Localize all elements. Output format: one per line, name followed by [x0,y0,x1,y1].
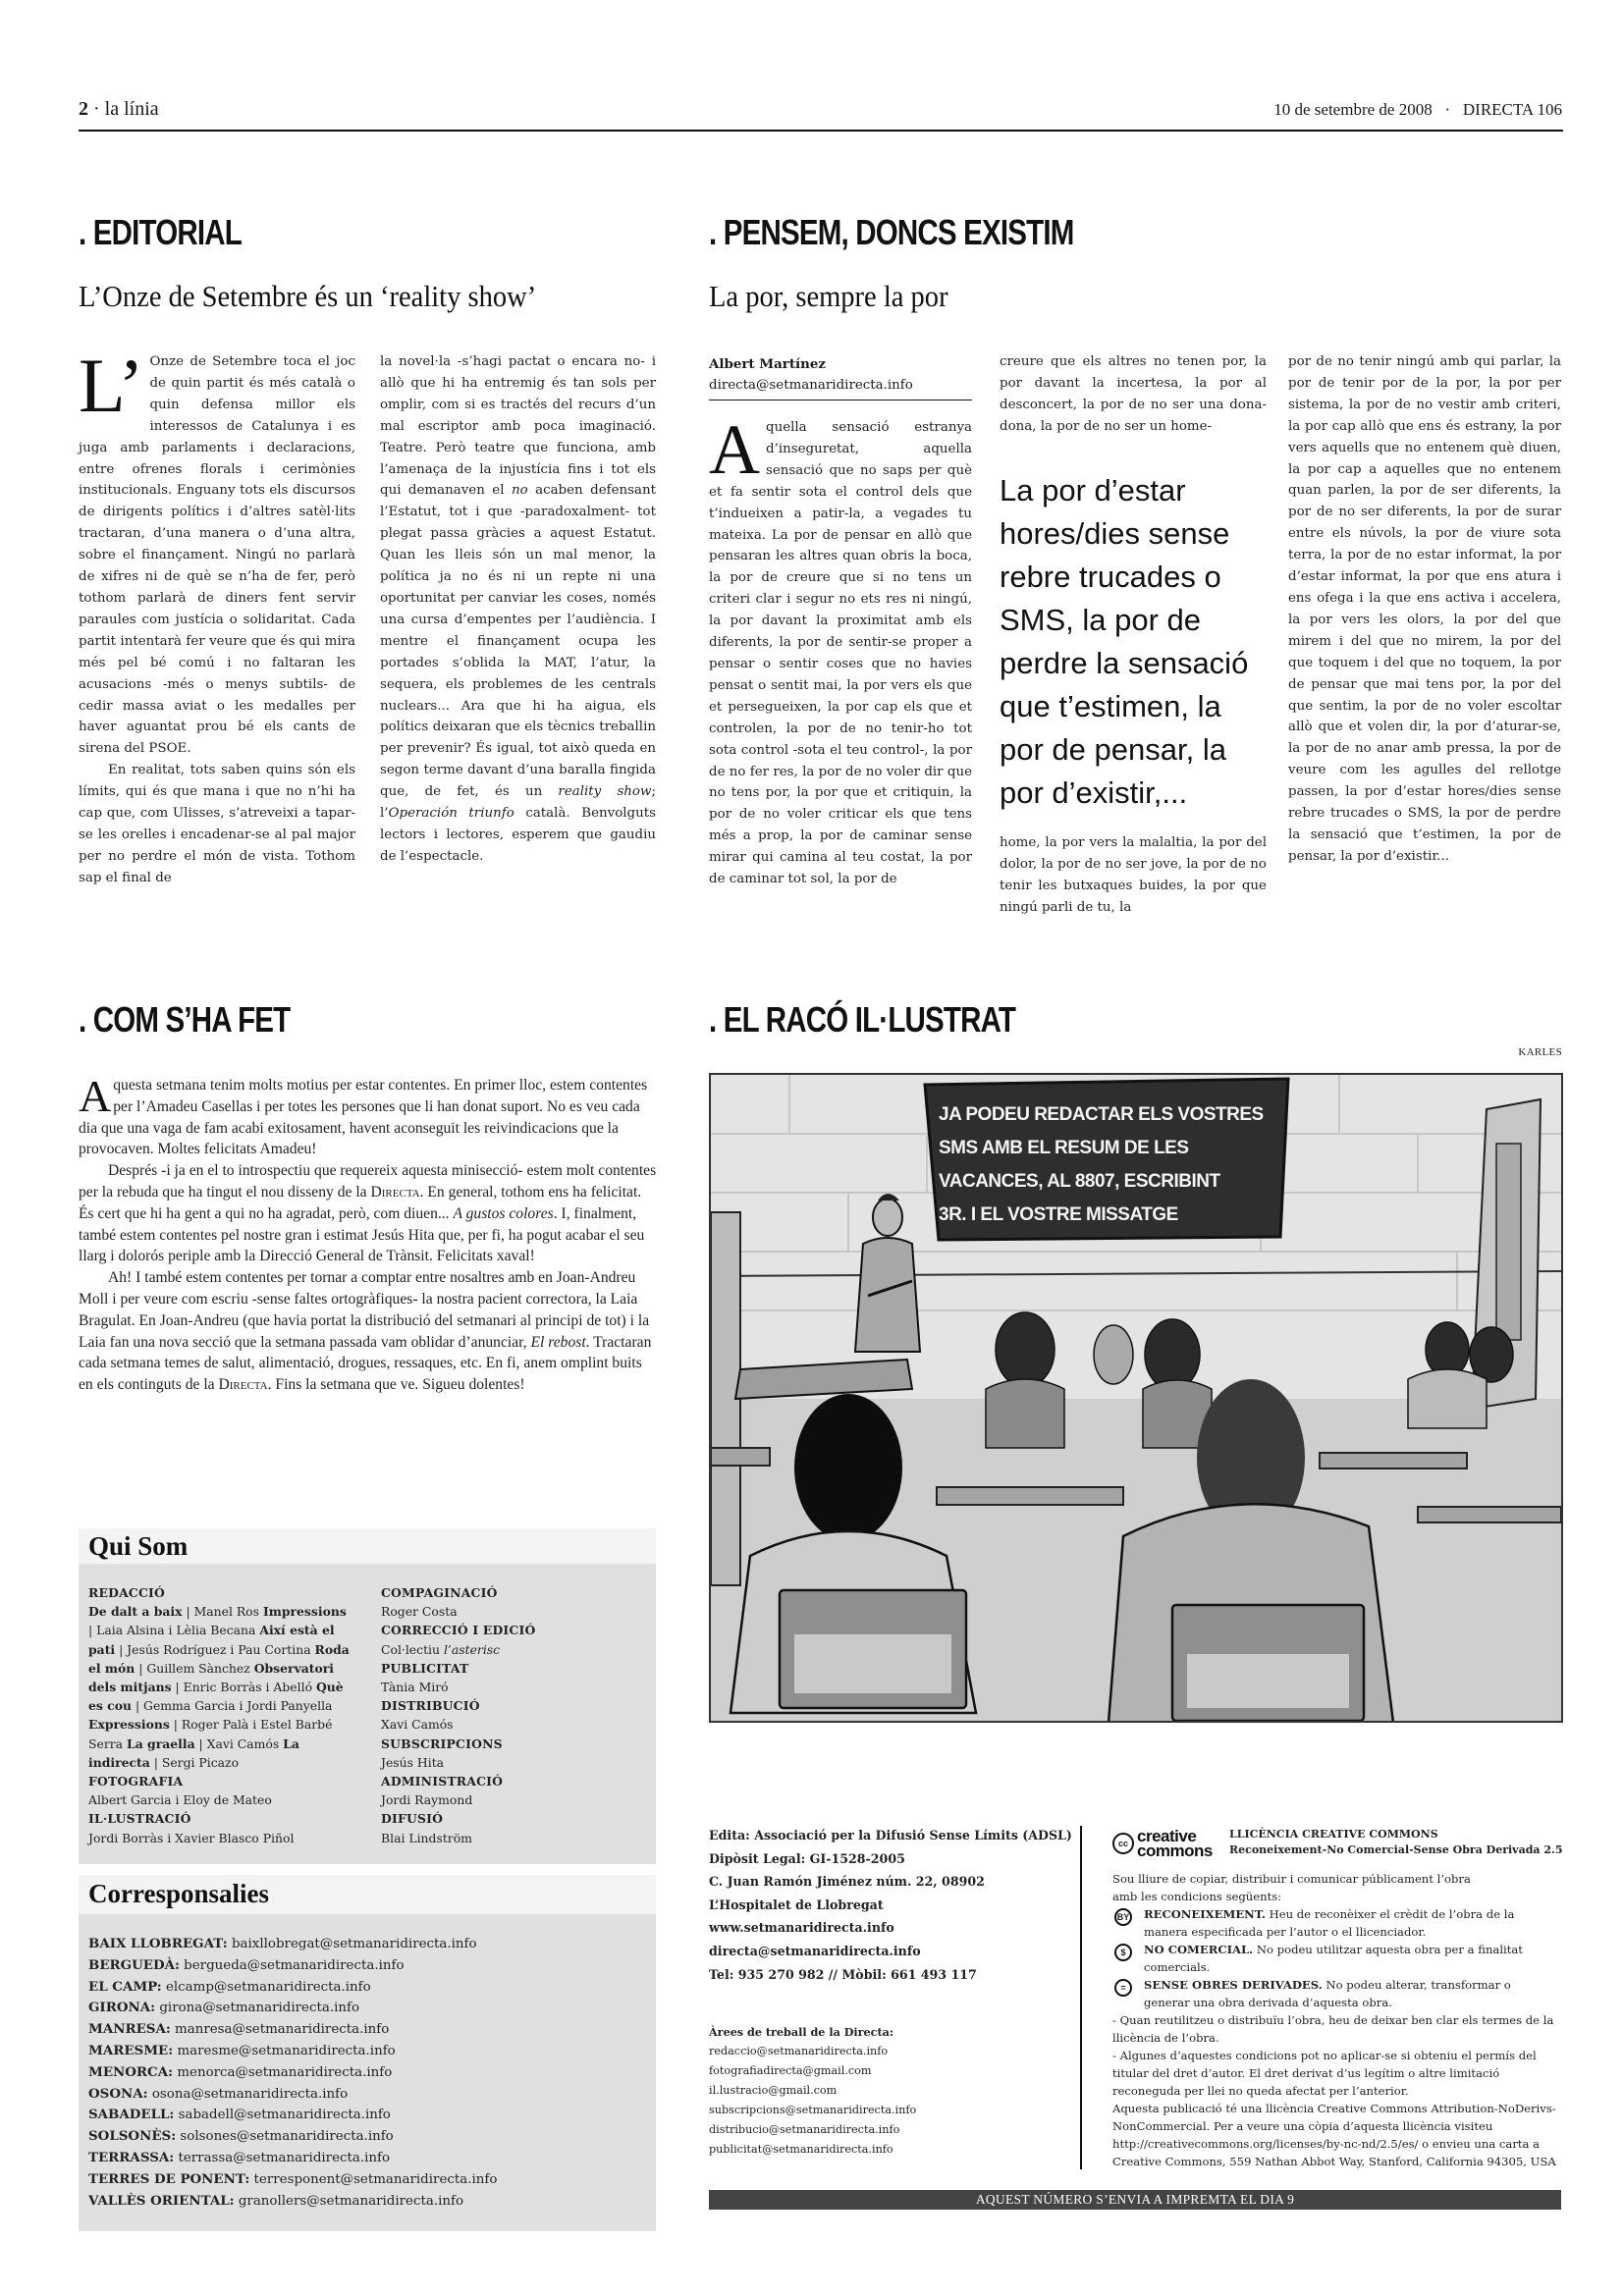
comshafet-text: . I, finalment, també estem contentes pel nostre gran i estimat Jesús Hita que, per fi, ha pogut acabar el seu llarg i dolorós periple amb la Direcció General de Trànsit. Felicitats xaval! [79,1204,645,1265]
staff-names: Jordi Raymond [381,1792,473,1808]
noncommercial-icon: $ [1114,1944,1132,1961]
correspondent-email[interactable]: baixllobregat@setmanaridirecta.info [227,1937,477,1951]
correspondent-region: MENORCA: [88,2063,174,2080]
correspondent-email[interactable]: elcamp@setmanaridirecta.info [161,1979,371,1995]
work-area-email[interactable]: subscripcions@setmanaridirecta.info [709,2104,917,2116]
publisher-line: Edita: Associació per la Difusió Sense Límits (ADSL) [709,1828,1072,1842]
license-note: - Quan reutilitzeu o distribuïu l’obra, heu de deixar ben clar els termes de la llicència de l’obra. [1112,2013,1554,2045]
pullquote: La por d’estar hores/dies sense rebre trucades o SMS, la por de perdre la sensació que t’estimen, la por de pensar, la por d’existir,... [1000,473,1249,810]
staff-role-heading: SUBSCRIPCIONS [381,1735,503,1751]
comshafet-emphasis: A gustos colores [453,1204,554,1222]
license-condition-description: Heu de reconèixer el crèdit de l’obra de la manera especificada per l’autor o el llicenciador. [1144,1907,1515,1939]
staff-text: Col·lectiu [381,1641,444,1657]
issue-date: 10 de setembre de 2008 [1273,100,1433,119]
license-condition-text [1144,1941,1537,1976]
byline [709,354,972,396]
corresponsalies-list [88,1934,648,2212]
comshafet-body [79,1071,658,1396]
editorial-text: català. Benvolguts lectors i lectores, esperem que gaudiu de l’espectacle. [380,806,656,864]
work-areas-list [709,2042,1072,2160]
staff-text: | Xavi Camós [194,1735,284,1751]
correspondent-email[interactable]: terrassa@setmanaridirecta.info [174,2150,391,2165]
license-body [1112,1870,1564,2170]
staff-role-heading: REDACCIÓ [88,1585,166,1600]
editorial-text: la novel·la -s’hagi pactat o encara no- i allò que hi ha entremig és tan sols per omplir, com si es tractés del recurs d’un mal escriptor amb poca imaginació. Teatre. Però teatre que funciona, amb l’amenaça de la injustícia fins i tot els qui demanaven el [380,354,656,499]
license-conditions [1112,1905,1564,2011]
correspondent-region: EL CAMP: [88,1978,162,1995]
publisher-info [709,1824,1072,1986]
print-date-banner: AQUEST NÚMERO S’ENVIA A IMPREMTA EL DIA 9 [709,2190,1561,2210]
correspondent-email[interactable]: solsones@setmanaridirecta.info [176,2129,394,2145]
cc-logo [1112,1826,1220,1861]
publication-name: Directa [218,1376,268,1394]
comshafet-text: . Fins la setmana que ve. Sigueu dolentes! [267,1376,525,1394]
staff-names: Jesús Hita [381,1754,445,1770]
quisom-title: Qui Som [88,1531,189,1561]
corresponsalies-title-bar [79,1875,656,1914]
correspondent-region: TERRASSA: [88,2149,175,2165]
publisher-line: Tel: 935 270 982 // Mòbil: 661 493 117 [709,1966,977,1982]
staff-names: Blai Lindström [381,1830,472,1845]
correspondent-email[interactable]: maresme@setmanaridirecta.info [173,2043,396,2058]
pensem-column-2-bottom: home, la por vers la malaltia, la por del dolor, la por de no ser jove, la por de no tenir les butxaques buides, la por que ningú parli de tu, la [1000,835,1267,915]
staff-section-name: Així està el pati [88,1623,335,1657]
editorial-column-1 [79,343,355,889]
cc-logo-line: commons [1137,1842,1213,1860]
cc-logo-line: creative [1137,1827,1197,1845]
correspondent-email[interactable]: osona@setmanaridirecta.info [147,2086,349,2102]
pensem-text: quella sensació estranya d’inseguretat, aquella sensació que no saps per què et fa sentir sota el control dels que t’indueixen a patir-la, a vegades tu mateixa. La por de pensar en allò que pensaran les altres quan obris la boca, la por de creure que si no tens un criteri clar i segur no ets res ni ningú, la por davant la proximitat amb els diferents, la por de sentir-se proper a pensar o sentir coses que no havies pensat o sentit mai, la por vers els que et persegueixen, la por cap els que et controlen, la por de no tenir-ho tot sota control -sota el teu control-, la por de no fer res, la por de no voler dir que no tens por, la por que et critiquin, la por de no voler criticar els que tens més a prop, la por de caminar sense mirar qui camina al teu costat, la por de caminar tot sol, la por de [709,420,972,887]
correspondent-email[interactable]: bergueda@setmanaridirecta.info [179,1957,405,1973]
correspondent-email[interactable]: manresa@setmanaridirecta.info [170,2022,390,2038]
pensem-column-3: por de no tenir ningú amb qui parlar, la por de tenir por de la por, la por per sistema, la por de no vestir amb criteri, la por cap allò que ens és estrany, la por vers aquells que no entenem què diuen, la por cap a aquelles que no entenem quan parlen, la por de ser diferents, la por de no ser diferents, la por de surar entre els núvols, la por de viure sota terra, la por de no estar informat, la por d’estar informat, la por que ens atura i ens ofega i la que ens activa i accelera, la por vers les olors, la por del que mirem i del que no mirem, la por del que toquem i del que no toquem, la por de pensar que mai tens por, la por del que sentim, la por de no voler escoltar allò que et volen dir, la por d’aturar-se, la por de no anar amb pressa, la por de veure com les agulles del rellotge passen, la por d’estar hores/dies sense rebre trucades o SMS, la por de perdre la sensació que t’estimen, la por de pensar, la por d’existir... [1288,354,1561,864]
staff-role-heading: DIFUSIÓ [381,1811,444,1827]
staff-text: | Manel Ros [182,1604,263,1620]
blackboard-line: SMS AMB EL RESUM DE LES [939,1138,1189,1158]
staff-role-heading: COMPAGINACIÓ [381,1585,498,1600]
correspondent-item [88,1977,648,1999]
correspondent-item [88,2191,648,2213]
staff-section-name: Observatori dels mitjans [88,1660,335,1695]
staff-section-name: La graella [127,1735,195,1751]
work-area-email[interactable]: redaccio@setmanaridirecta.info [709,2045,889,2057]
author-email[interactable]: directa@setmanaridirecta.info [709,378,913,393]
correspondent-region: MANRESA: [88,2021,171,2038]
staff-role-heading: PUBLICITAT [381,1660,469,1676]
work-areas [709,2022,1072,2160]
license-condition-label: RECONEIXEMENT. [1144,1907,1266,1921]
cartoon-credit: KARLES [1518,1046,1562,1058]
correspondent-item [88,2126,648,2148]
correspondent-item [88,1934,648,1955]
staff-column-right [381,1583,646,1847]
correspondent-region: TERRES DE PONENT: [88,2170,250,2187]
staff-role-heading: ADMINISTRACIÓ [381,1774,504,1789]
correspondent-region: MARESME: [88,2042,174,2058]
comshafet-text: . Tractaran cada setmana temes de salut, alimentació, drogues, ressaques, etc. En fi, anem omplint buits en els continguts de la [79,1333,652,1394]
license-condition-description: No podeu alterar, transformar o generar una obra derivada d’aquesta obra. [1144,1978,1511,2009]
header-rule [79,130,1563,132]
correspondent-item [88,2019,648,2041]
correspondent-item [88,2084,648,2106]
comshafet-text: Ah! I també estem contentes per tornar a comptar entre nosaltres amb en Joan-Andreu Moll i per veure com escriu -sense faltes ortogràfiques- la nostra pacient correctora, la Laia Bragulat. En Joan-Andreu (que havia portat la distribució del setmanari al principi de tot) i la Laia fan una nova secció que la setmana passada vam oblidar d’anunciar, [79,1269,650,1351]
quisom-body [79,1564,656,1864]
editorial-dropcap: L’ [79,343,144,428]
editorial-emphasis: Operación triunfo [388,806,514,822]
corresponsalies-title: Corresponsalies [88,1879,270,1908]
work-area-email[interactable]: il.lustracio@gmail.com [709,2084,838,2097]
staff-names [88,1602,353,1772]
staff-text: l’asterisc [443,1641,501,1657]
cc-badge-icon: cc [1112,1833,1134,1854]
editorial-emphasis: no [511,483,528,499]
correspondent-region: BERGUEDÀ: [88,1956,180,1973]
work-area-email[interactable]: publicitat@setmanaridirecta.info [709,2143,893,2156]
staff-text: | Sergi Picazo [149,1754,240,1770]
correspondent-region: VALLÈS ORIENTAL: [88,2192,235,2209]
staff-role-heading: IL·LUSTRACIÓ [88,1811,191,1827]
publisher-line[interactable]: www.setmanaridirecta.info [709,1920,894,1936]
page-number: 2 [79,98,88,120]
publisher-line: L’Hospitalet de Llobregat [709,1896,884,1912]
author-name: Albert Martínez [709,356,826,372]
issue-dot: · [1444,100,1451,119]
work-areas-title: Àrees de treball de la Directa: [709,2025,894,2039]
editorial-paragraph: Onze de Setembre toca el joc de quin partit és més català o quin defensa millor els interessos de Catalunya i es juga amb parlaments i declaracions, entre ofrenes florals i cerimònies institucionals. Enguany tots els discursos de dirigents polítics i d’altres satèl·lits tractaran, d’una manera o d’una altra, sobre el finançament. Ningú no parlarà de xifres ni de què se n’ha de fer, però tothom parlarà de diners fent servir paraules com justícia o solidaritat. Cada partit intentarà fer veure que és qui mira més pel bé comú i no faltaran les acusacions -més o menys subtils- de cedir massa aviat o les medalles per haver aguantat prou bé els cants de sirena del PSOE. [79,354,355,757]
staff-names: Xavi Camós [381,1717,454,1733]
folio-separator: · [93,98,100,120]
editorial-emphasis: reality show [558,784,652,800]
staff-text: | Jesús Rodríguez i Pau Cortina [115,1641,315,1657]
publisher-line: Dipòsit Legal: GI-1528-2005 [709,1850,905,1866]
license-condition [1112,1941,1564,1976]
corresponsalies-body [79,1914,656,2231]
raco-heading: . EL RACÓ IL·LUSTRAT [709,999,1016,1040]
publisher-line[interactable]: directa@setmanaridirecta.info [709,1943,921,1958]
column-divider [1080,1826,1082,2169]
staff-section-name: Expressions [88,1717,170,1733]
correspondent-email[interactable]: terresponent@setmanaridirecta.info [249,2171,498,2187]
license-intro: Sou lliure de copiar, distribuir i comunicar públicament l’obra amb les condicions següents: [1112,1872,1471,1903]
editorial-heading: . EDITORIAL [79,212,242,252]
correspondent-item [88,2148,648,2169]
attribution-icon: BY [1114,1908,1132,1926]
license-subtitle: Reconeixement-No Comercial-Sense Obra Derivada 2.5 [1229,1843,1563,1856]
pensem-dropcap: A [709,410,760,489]
staff-names: Albert Garcia i Eloy de Mateo [88,1792,272,1808]
license-condition [1112,1905,1564,1941]
comshafet-heading: . COM S’HA FET [79,999,291,1040]
cartoon-illustration [709,1073,1563,1723]
comshafet-text: Després -i ja en el to introspectiu que requereix aquesta minisecció- estem molt contentes per la rebuda que ha tingut el nou disseny de la [79,1162,657,1201]
staff-role-heading: FOTOGRAFIA [88,1774,184,1789]
staff-section-name: La indirecta [88,1735,299,1770]
editorial-text: ; l’ [380,784,656,822]
editorial-title: L’Onze de Setembre és un ‘reality show’ [79,279,537,313]
staff-names: Tània Miró [381,1680,449,1695]
issue-info [1273,100,1562,120]
blackboard-line: 3R. I EL VOSTRE MISSATGE [939,1204,1178,1225]
staff-text: | Guillem Sànchez [135,1660,254,1676]
correspondent-item [88,2105,648,2126]
correspondent-region: OSONA: [88,2085,148,2102]
license-note: Aquesta publicació té una llicència Creative Commons Attribution-NoDerivs- NonCommercial. Per a veure una còpia d’aquesta llicència visiteu http://creativecommons.org/licenses/by-nc-nd/2.5/es/ o envieu una carta a Creative Commons, 559 Nathan Abbot Way, Stanford, California 94305, USA [1112,2102,1556,2168]
correspondent-item [88,2062,648,2084]
license-condition-description: No podeu utilitzar aquesta obra per a finalitat comercials. [1144,1943,1523,1974]
comshafet-text: . En general, tothom ens ha felicitat. És cert que hi ha gent a qui no ha agradat, però, com diuen... [79,1183,642,1222]
staff-names: Jordi Borràs i Xavier Blasco Piñol [88,1830,295,1845]
correspondent-email[interactable]: menorca@setmanaridirecta.info [173,2064,393,2080]
pensem-title: La por, sempre la por [709,279,948,313]
staff-names: Roger Costa [381,1604,458,1620]
staff-names [381,1640,646,1659]
work-area-email[interactable]: fotografiadirecta@gmail.com [709,2064,872,2077]
staff-text: | Enric Borràs i Abelló [171,1680,316,1695]
staff-role-heading: CORRECCIÓ I EDICIÓ [381,1623,536,1638]
license-condition-text [1144,1976,1537,2011]
correspondent-region: BAIX LLOBREGAT: [88,1936,228,1951]
classroom-cartoon [711,1075,1561,1721]
editorial-column-2 [380,351,656,868]
correspondent-item [88,2169,648,2191]
correspondent-item [88,1998,648,2019]
license-title: LLICÈNCIA CREATIVE COMMONS [1229,1828,1438,1841]
correspondent-item [88,1955,648,1977]
editorial-text: acaben defensant l’Estatut, tot i que -paradoxalment- tot plegat passa gràcies a aquest Estatut. Quan les lleis són un mal menor, la política ja no és ni un repte ni una oportunitat per canviar les coses, només una cursa d’empentes per l’audiència. I mentre el finançament ocupa les portades s’oblida la MAT, l’atur, la sequera, els problemes de les centrals nuclears... Ara que hi ha aigua, els polítics deixaran que els tècnics treballin per prevenir? És igual, tot això queda en segon terme davant d’una baralla fingida que, de fet, és un [380,483,656,800]
comshafet-text: questa setmana tenim molts motius per estar contentes. En primer lloc, estem contentes per l’Amadeu Casellas i per totes les persones que li han donat suport. No es veu cada dia que una vaga de fam acabi exitosament, havent aconseguit les reivindicacions que la provocaven. Moltes felicitats Amadeu! [79,1077,648,1158]
staff-text: | Gemma Garcia i Jordi Panyella [132,1698,333,1714]
blackboard-line: JA PODEU REDACTAR ELS VOSTRES [939,1104,1264,1125]
staff-section-name: Què es cou [88,1680,344,1714]
correspondent-region: GIRONA: [88,2000,156,2016]
pensem-column-1 [709,410,972,890]
license-note: - Algunes d’aquestes condicions pot no aplicar-se si obteniu el permís del titular del dret d’autor. El dret derivat d’us legítim o altre limitació reconeguda per llei no queda afectat per l’anterior. [1112,2049,1537,2098]
license-condition-label: SENSE OBRES DERIVADES. [1144,1978,1323,1992]
staff-role-heading: DISTRIBUCIÓ [381,1698,480,1714]
staff-text: | Roger Palà i Estel Barbé Serra [88,1717,333,1751]
staff-text: | Laia Alsina i Lèlia Becana [88,1623,260,1638]
publication-name: Directa [370,1183,420,1201]
license-condition-text [1144,1905,1537,1941]
correspondent-email[interactable]: sabadell@setmanaridirecta.info [174,2108,391,2123]
publisher-line: C. Juan Ramón Jiménez núm. 22, 08902 [709,1874,985,1890]
correspondent-email[interactable]: granollers@setmanaridirecta.info [234,2193,464,2209]
comshafet-dropcap: A [79,1071,112,1121]
license-condition [1112,1976,1564,2011]
editorial-paragraph: En realitat, tots saben quins són els límits, qui és que mana i que no n’hi ha cap que, com Ulisses, s’atreveixi a tapar-se les orelles i encadenar-se al pal major per no perdre el món de vista. Tothom sap el final de [79,763,355,885]
quisom-title-bar [79,1528,656,1564]
issue-number: DIRECTA 106 [1462,100,1562,119]
pensem-column-2-top: creure que els altres no tenen por, la por davant la incertesa, la por al desconcert, la por de no ser una dona-dona, la por de no ser un home- [1000,354,1267,434]
blackboard-line: VACANCES, AL 8807, ESCRIBINT [939,1171,1220,1192]
pensem-heading: . PENSEM, DONCS EXISTIM [709,212,1074,252]
correspondent-region: SABADELL: [88,2107,175,2123]
work-area-email[interactable]: distribucio@setmanaridirecta.info [709,2123,900,2136]
section-name: la línia [104,98,159,120]
noderivs-icon: = [1114,1979,1132,1997]
staff-section-name: Impressions [262,1604,347,1620]
license-header [1229,1827,1563,1858]
license-condition-label: NO COMERCIAL. [1144,1943,1254,1956]
correspondent-item [88,2041,648,2062]
correspondent-region: SOLSONÈS: [88,2128,177,2145]
comshafet-emphasis: El rebost [530,1333,586,1351]
staff-section-name: De dalt a baix [88,1604,183,1620]
page-folio [79,98,159,121]
staff-column-left [88,1583,353,1847]
staff-section-name: Roda el món [88,1641,350,1676]
correspondent-email[interactable]: girona@setmanaridirecta.info [155,2001,360,2016]
